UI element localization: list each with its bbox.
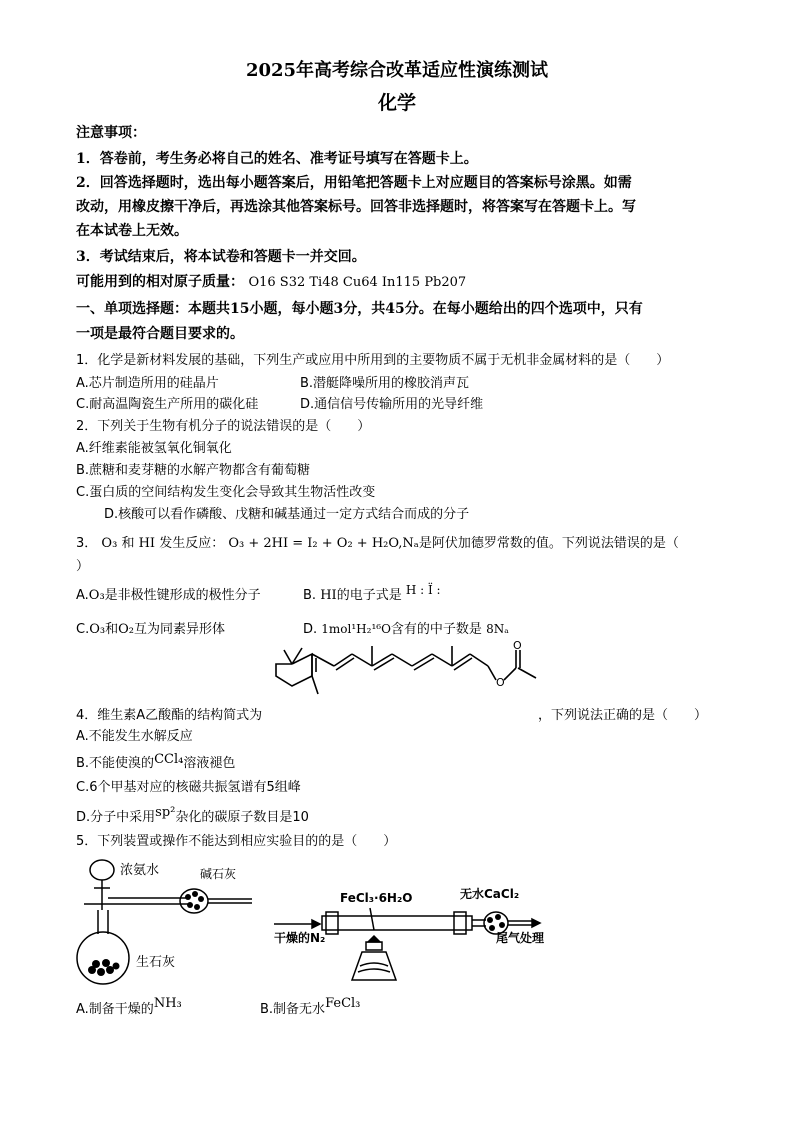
q3-stem	[76, 532, 679, 551]
q3-option-d-label: D.	[303, 622, 318, 637]
q3-option-b-label: B.	[303, 588, 317, 603]
q2-option-d: D.核酸可以看作磷酸、戊糖和碱基通过一定方式结合而成的分子	[104, 507, 470, 522]
reaction-tube	[322, 916, 472, 930]
atomic-mass-values: O16 S32 Ti48 Cu64 In115 Pb207	[248, 275, 467, 290]
q3-option-d-value: 8Nₐ	[486, 622, 509, 636]
q3-option-b-electron-formula: H : Ï :	[405, 583, 441, 597]
q3-option-d	[303, 618, 509, 637]
q3-react: 发生反应：	[159, 536, 225, 551]
q3-stem-tail: 是阿伏加德罗常数的值。下列说法错误的是（	[418, 536, 679, 551]
q5-option-a-text: A.制备干燥的	[76, 1002, 154, 1017]
note-item-2-line2: 改动，用橡皮擦干净后，再选涂其他答案标号。回答非选择题时，将答案写在答题卡上。写	[76, 199, 636, 215]
alcohol-burner	[352, 952, 396, 980]
q3-na: ,Nₐ	[398, 536, 419, 551]
subject-title: 化学	[377, 92, 416, 114]
separatory-funnel-bulb	[90, 860, 114, 880]
label-fecl3-hydrate: FeCl₃·6H₂O	[340, 891, 413, 905]
q3-and: 和	[121, 536, 135, 551]
q3-option-d-text: 含有的中子数是	[390, 622, 482, 637]
carbonyl-oxygen-label: O	[513, 640, 522, 652]
q4-option-b-formula: CCl₄	[154, 752, 184, 767]
q4-option-b-text: B.不能使溴的	[76, 756, 155, 771]
q4-option-d-text: D.分子中采用	[76, 810, 156, 825]
apparatus-a-nh3	[76, 852, 256, 992]
q1-option-d: D.通信信号传输所用的光导纤维	[300, 397, 484, 412]
q5-option-a-formula: NH₃	[153, 996, 182, 1011]
q4-option-b-tail: 溶液褪色	[183, 756, 236, 771]
notes-heading: 注意事项：	[76, 125, 146, 141]
q3-option-c-o2: O₂	[118, 622, 134, 637]
q3-option-d-formula: 1mol¹H₂¹⁶O	[321, 622, 391, 636]
atomic-mass-line	[76, 271, 466, 291]
q2-option-c: C.蛋白质的空间结构发生变化会导致其生物活性改变	[76, 485, 376, 500]
q4-stem: 4．维生素A乙酸酯的结构简式为	[76, 708, 263, 723]
q3-option-b-formula: HI	[320, 588, 337, 603]
q3-option-c-o3: O₃	[89, 622, 106, 637]
section-1-heading-line1: 一、单项选择题：本题共15小题，每小题3分，共45分。在每小题给出的四个选项中，只有	[76, 301, 643, 317]
q3-option-b-text: 的电子式是	[336, 588, 402, 603]
q3-option-a-label: A.	[76, 588, 89, 603]
label-quicklime: 生石灰	[136, 955, 176, 970]
q3-equation: O₃ + 2HI = I₂ + O₂ + H₂O	[228, 536, 399, 551]
q4-option-c: C.6个甲基对应的核磁共振氢谱有5组峰	[76, 780, 301, 795]
q5-stem: 5．下列装置或操作不能达到相应实验目的的是（ ）	[76, 834, 397, 849]
q5-option-b-formula: FeCl₃	[325, 996, 361, 1011]
note-item-1: 1．答卷前，考生务必将自己的姓名、准考证号填写在答题卡上。	[76, 151, 478, 167]
label-dry-n2: 干燥的N₂	[274, 931, 326, 945]
q5-option-b-text: B.制备无水	[260, 1002, 326, 1017]
q2-option-a: A.纤维素能被氢氧化铜氧化	[76, 441, 232, 456]
q1-option-b: B.潜艇降噪所用的橡胶消声瓦	[300, 376, 470, 391]
q3-option-c-and: 和	[105, 622, 119, 637]
note-item-2-line1: 2．回答选择题时，选出每小题答案后，用铅笔把答题卡上对应题目的答案标号涂黑。如需	[76, 175, 632, 191]
q3-option-a-text: 是非极性键形成的极性分子	[104, 588, 261, 603]
round-bottom-flask	[77, 932, 129, 984]
label-concentrated-ammonia: 浓氨水	[120, 863, 160, 878]
q3-option-c	[76, 618, 225, 637]
q4-option-d	[76, 806, 309, 825]
q3-option-a-formula: O₃	[88, 588, 105, 603]
exam-title: 2025年高考综合改革适应性演练测试	[245, 60, 549, 81]
q4-option-d-formula: sp²	[155, 805, 176, 820]
note-item-3: 3．考试结束后，将本试卷和答题卡一并交回。	[76, 249, 366, 265]
q3-option-b	[303, 584, 441, 603]
label-anhydrous-cacl2: 无水CaCl₂	[460, 887, 520, 901]
q5-option-a	[76, 998, 182, 1017]
q3-hi: HI	[138, 536, 156, 551]
q3-option-c-label: C.	[76, 622, 90, 637]
q1-option-a: A.芯片制造所用的硅晶片	[76, 376, 219, 391]
atomic-mass-label: 可能用到的相对原子质量：	[76, 274, 244, 290]
vitamin-a-acetate-structure	[272, 640, 544, 720]
q5-option-b	[260, 998, 360, 1017]
label-soda-lime: 碱石灰	[200, 867, 237, 881]
q4-option-d-tail: 杂化的碳原子数目是10	[175, 810, 309, 825]
q4-stem-tail: ，下列说法正确的是（ ）	[538, 708, 708, 723]
note-item-2-line3: 在本试卷上无效。	[76, 223, 188, 239]
label-tail-gas-treatment: 尾气处理	[496, 931, 545, 945]
q3-number: 3．	[76, 536, 98, 551]
section-1-heading-line2: 一项是最符合题目要求的。	[76, 326, 244, 342]
q2-option-b: B.蔗糖和麦芽糖的水解产物都含有葡萄糖	[76, 463, 311, 478]
q2-stem: 2．下列关于生物有机分子的说法错误的是（ ）	[76, 419, 371, 434]
q1-stem: 1．化学是新材料发展的基础，下列生产或应用中所用到的主要物质不属于无机非金属材料的是（ ）	[76, 353, 670, 368]
apparatus-b-fecl3	[270, 880, 570, 992]
q1-option-c: C.耐高温陶瓷生产所用的碳化硅	[76, 397, 259, 412]
q3-option-c-text: 互为同素异形体	[133, 622, 225, 637]
q4-option-b	[76, 752, 235, 771]
q4-option-a: A.不能发生水解反应	[76, 729, 193, 744]
ester-oxygen-label: O	[496, 676, 505, 689]
q3-o3: O₃	[101, 536, 118, 551]
q3-option-a	[76, 584, 261, 603]
q3-stem-end: ）	[76, 559, 90, 574]
